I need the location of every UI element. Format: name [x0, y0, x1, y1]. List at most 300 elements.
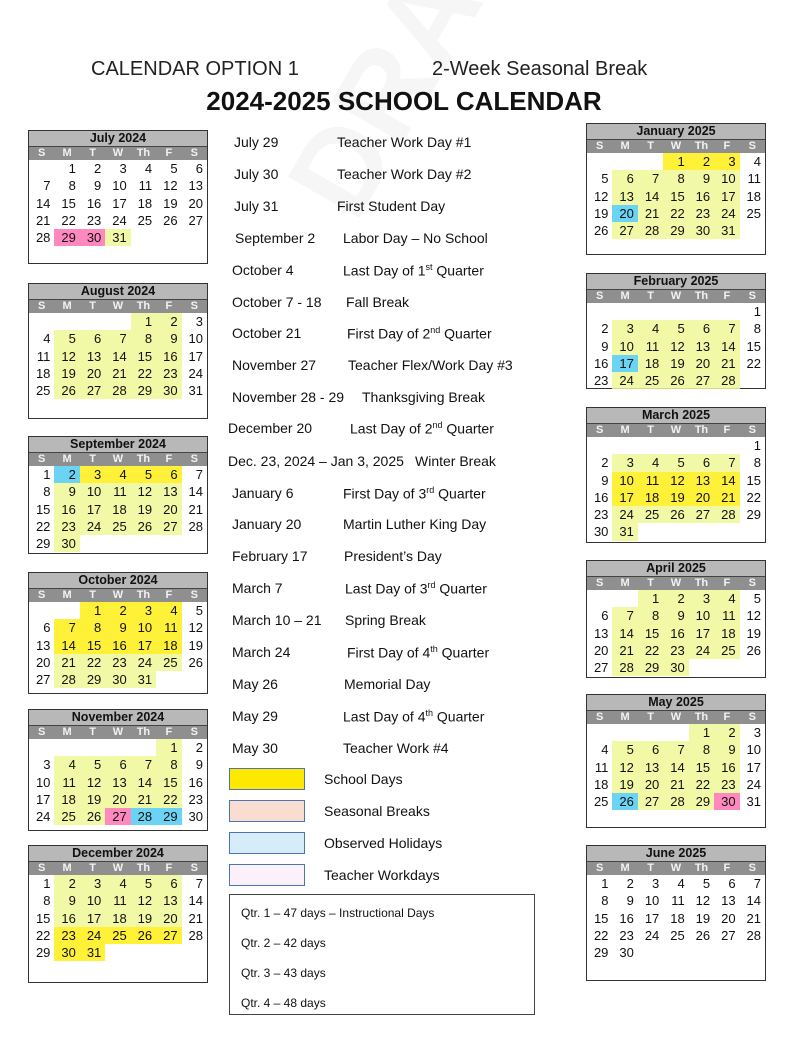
day-cell: 18: [670, 910, 685, 926]
day-cell: 2: [105, 602, 130, 619]
day-cell: 25: [638, 372, 663, 389]
day-cell: 21: [663, 776, 688, 793]
empty-day-cell: [714, 437, 739, 454]
day-cell: 6: [728, 876, 736, 891]
weekday-header: Th: [136, 589, 151, 601]
weekday-header: S: [190, 726, 198, 738]
day-cell: 12: [695, 893, 711, 909]
day-cell: 12: [188, 620, 203, 636]
event-date: Dec. 23, 2024 – Jan 3, 2025: [228, 453, 404, 469]
day-cell: 28: [105, 382, 130, 399]
day-cell: 25: [54, 808, 79, 825]
day-cell: 16: [714, 759, 739, 776]
legend-swatch-observed-holidays: [229, 832, 305, 854]
day-cell: 22: [638, 642, 663, 659]
day-cell: 18: [156, 637, 181, 654]
day-cell: 26: [612, 793, 637, 810]
day-cell: 12: [612, 759, 637, 776]
day-cell: 9: [156, 330, 181, 347]
day-cell: 23: [156, 365, 181, 382]
day-cell: 20: [188, 195, 203, 211]
day-cell: 17: [80, 501, 105, 518]
day-cell: 8: [131, 330, 156, 347]
day-cell: 6: [80, 330, 105, 347]
day-cell: 2: [156, 313, 181, 330]
empty-day-cell: [638, 437, 663, 454]
day-cell: 4: [677, 876, 685, 891]
weekday-header: S: [596, 424, 604, 436]
day-cell: 10: [188, 331, 203, 347]
day-cell: 27: [593, 660, 609, 676]
day-cell: 30: [54, 535, 79, 552]
weekday-header: T: [647, 290, 654, 302]
day-cell: 8: [753, 455, 761, 471]
day-cell: 10: [689, 607, 714, 624]
weekday-header: S: [596, 290, 604, 302]
event-desc: Last Day of 2nd Quarter: [350, 420, 494, 437]
day-cell: 12: [663, 338, 688, 355]
empty-day-cell: [105, 313, 130, 330]
weekday-header: T: [647, 140, 654, 152]
day-cell: 6: [105, 756, 130, 773]
day-cell: 8: [689, 741, 714, 758]
event-date: February 17: [232, 548, 308, 564]
day-cell: 1: [663, 153, 688, 170]
empty-day-cell: [29, 602, 54, 619]
day-cell: 24: [80, 518, 105, 535]
day-cell: 24: [644, 927, 660, 943]
day-cell: 27: [721, 927, 736, 943]
empty-day-cell: [54, 313, 79, 330]
day-cell: 25: [105, 927, 130, 944]
weekday-header: M: [620, 577, 630, 589]
day-cell: 22: [61, 212, 76, 228]
day-cell: 22: [35, 927, 51, 943]
day-cell: 23: [54, 927, 79, 944]
event-desc: Teacher Work Day #1: [337, 134, 472, 150]
page-title: 2024-2025 SCHOOL CALENDAR: [206, 86, 602, 116]
month-calendar-march-2025: [586, 407, 766, 543]
day-cell: 30: [663, 659, 688, 676]
day-cell: 10: [112, 178, 127, 194]
day-cell: 18: [593, 776, 609, 792]
day-cell: 1: [80, 602, 105, 619]
day-cell: 12: [746, 608, 761, 624]
day-cell: 16: [663, 625, 688, 642]
legend-label: Observed Holidays: [324, 835, 443, 851]
day-cell: 8: [43, 484, 51, 500]
empty-day-cell: [587, 437, 612, 454]
day-cell: 30: [593, 524, 609, 540]
weekday-header: M: [620, 140, 630, 152]
weekday-header: F: [165, 147, 173, 159]
weekday-header: S: [38, 147, 46, 159]
day-cell: 10: [35, 774, 51, 790]
day-cell: 10: [612, 338, 637, 355]
day-cell: 5: [753, 591, 761, 606]
empty-day-cell: [29, 313, 54, 330]
day-cell: 8: [156, 756, 181, 773]
event-desc: Teacher Work #4: [343, 740, 449, 756]
day-cell: 2: [601, 321, 609, 337]
day-cell: 20: [156, 910, 181, 927]
empty-day-cell: [131, 739, 156, 756]
day-cell: 17: [112, 195, 127, 211]
empty-day-cell: [612, 153, 637, 170]
day-grid: [29, 875, 207, 961]
day-cell: 24: [131, 654, 156, 671]
day-grid: [587, 437, 765, 541]
month-calendar-december-2024: [28, 845, 208, 983]
weekday-header: M: [620, 290, 630, 302]
event-date: May 29: [232, 708, 278, 724]
day-cell: 18: [54, 791, 79, 808]
day-cell: 26: [80, 808, 105, 825]
day-cell: 9: [689, 170, 714, 187]
day-cell: 22: [593, 927, 609, 943]
weekday-header: S: [596, 711, 604, 723]
weekday-header: W: [112, 453, 124, 465]
event-date: October 21: [232, 325, 302, 341]
day-cell: 25: [746, 205, 761, 221]
day-cell: 16: [156, 348, 181, 365]
day-cell: 17: [746, 759, 761, 775]
day-cell: 24: [35, 809, 51, 825]
event-date: January 20: [232, 516, 302, 532]
day-cell: 15: [80, 637, 105, 654]
day-cell: 31: [188, 383, 203, 399]
weekday-header: W: [670, 862, 682, 874]
day-cell: 25: [638, 506, 663, 523]
month-calendar-july-2024: [28, 130, 208, 264]
month-title: January 2025: [587, 124, 765, 140]
day-cell: 16: [619, 910, 634, 926]
day-cell: 12: [663, 472, 688, 489]
month-calendar-february-2025: [586, 273, 766, 389]
day-cell: 20: [80, 365, 105, 382]
weekday-header: F: [165, 726, 173, 738]
day-cell: 1: [753, 304, 761, 319]
quarter-4-days: Qtr. 4 – 48 days: [241, 996, 326, 1010]
weekday-header: T: [89, 589, 96, 601]
day-cell: 12: [593, 188, 609, 204]
day-cell: 8: [43, 893, 51, 909]
day-cell: 23: [689, 205, 714, 222]
event-date: July 30: [234, 166, 279, 182]
event-date: December 20: [228, 420, 313, 436]
event-date: March 10 – 21: [232, 612, 322, 628]
day-cell: 6: [43, 620, 51, 636]
day-cell: 2: [54, 466, 79, 483]
weekday-header: M: [620, 862, 630, 874]
weekday-header: S: [748, 711, 756, 723]
day-cell: 4: [105, 875, 130, 892]
day-cell: 24: [112, 212, 127, 228]
day-cell: 11: [105, 483, 130, 500]
day-cell: 14: [612, 625, 637, 642]
day-cell: 22: [689, 776, 714, 793]
weekday-header-row: [587, 140, 765, 153]
day-cell: 26: [663, 506, 688, 523]
weekday-header: S: [748, 140, 756, 152]
day-cell: 15: [156, 774, 181, 791]
day-cell: 3: [80, 466, 105, 483]
day-cell: 28: [638, 222, 663, 239]
month-title: April 2025: [587, 561, 765, 577]
event-desc: First Day of 3rd Quarter: [343, 485, 486, 502]
event-date: March 24: [232, 644, 291, 660]
day-cell: 28: [746, 927, 761, 943]
day-cell: 5: [612, 741, 637, 758]
day-cell: 23: [663, 642, 688, 659]
weekday-header-row: [29, 589, 207, 602]
empty-day-cell: [689, 437, 714, 454]
day-cell: 12: [54, 348, 79, 365]
legend-swatch-seasonal-breaks: [229, 800, 305, 822]
weekday-header-row: [587, 424, 765, 437]
day-cell: 21: [35, 212, 51, 228]
empty-day-cell: [663, 724, 688, 741]
event-desc: Last Day of 3rd Quarter: [345, 580, 487, 597]
day-cell: 18: [137, 195, 153, 211]
weekday-header: F: [723, 140, 731, 152]
day-cell: 23: [593, 373, 609, 389]
day-grid: [29, 160, 207, 246]
day-cell: 29: [689, 793, 714, 810]
day-cell: 13: [156, 892, 181, 909]
day-cell: 22: [156, 791, 181, 808]
event-desc: First Student Day: [337, 198, 446, 214]
day-cell: 21: [714, 355, 739, 372]
day-cell: 4: [54, 756, 79, 773]
weekday-header: T: [89, 726, 96, 738]
day-cell: 3: [714, 153, 739, 170]
day-cell: 22: [80, 654, 105, 671]
day-cell: 5: [702, 876, 711, 891]
day-cell: 5: [131, 875, 156, 892]
day-cell: 3: [753, 725, 761, 740]
event-desc: Last Day of 4th Quarter: [343, 708, 485, 725]
quarter-3-days: Qtr. 3 – 43 days: [241, 966, 326, 980]
day-cell: 15: [689, 759, 714, 776]
day-cell: 25: [105, 518, 130, 535]
day-cell: 1: [638, 590, 663, 607]
weekday-header: S: [748, 577, 756, 589]
day-cell: 29: [663, 222, 688, 239]
day-grid: [587, 875, 765, 961]
day-cell: 16: [54, 910, 79, 927]
day-cell: 23: [619, 927, 634, 943]
day-cell: 8: [80, 619, 105, 636]
empty-day-cell: [587, 153, 612, 170]
legend-label: School Days: [324, 771, 403, 787]
day-cell: 4: [753, 154, 761, 169]
day-cell: 6: [612, 170, 637, 187]
day-cell: 11: [671, 893, 685, 909]
day-cell: 4: [714, 590, 739, 607]
day-cell: 10: [80, 483, 105, 500]
quarter-1-days: Qtr. 1 – 47 days – Instructional Days: [241, 906, 435, 920]
day-cell: 13: [156, 483, 181, 500]
calendar-option-label: CALENDAR OPTION 1: [91, 58, 299, 80]
day-cell: 27: [612, 222, 637, 239]
empty-day-cell: [689, 303, 714, 320]
day-cell: 3: [612, 320, 637, 337]
day-cell: 25: [35, 383, 51, 399]
day-cell: 29: [35, 536, 51, 552]
quarter-days-box: [229, 894, 535, 1015]
day-cell: 2: [626, 876, 634, 891]
empty-day-cell: [714, 303, 739, 320]
day-cell: 8: [753, 321, 761, 337]
day-cell: 1: [43, 876, 51, 891]
weekday-header: T: [89, 862, 96, 874]
legend-swatch-teacher-workdays: [229, 864, 305, 886]
month-title: October 2024: [29, 573, 207, 589]
day-cell: 3: [195, 314, 203, 329]
day-cell: 18: [638, 489, 663, 506]
day-cell: 2: [94, 161, 102, 176]
day-cell: 5: [601, 171, 609, 187]
day-cell: 31: [612, 523, 637, 540]
day-cell: 23: [593, 507, 609, 523]
day-cell: 20: [593, 642, 609, 658]
day-cell: 10: [80, 892, 105, 909]
day-cell: 30: [689, 222, 714, 239]
day-cell: 20: [105, 791, 130, 808]
month-title: September 2024: [29, 437, 207, 453]
day-grid: [587, 153, 765, 239]
day-grid: [587, 303, 765, 389]
weekday-header: M: [62, 147, 72, 159]
weekday-header: M: [620, 424, 630, 436]
day-cell: 13: [80, 348, 105, 365]
day-cell: 21: [54, 654, 79, 671]
day-cell: 23: [105, 654, 130, 671]
day-cell: 11: [714, 607, 739, 624]
day-cell: 17: [35, 791, 51, 807]
weekday-header: Th: [136, 147, 151, 159]
event-date: November 27: [232, 357, 317, 373]
weekday-header: F: [723, 577, 731, 589]
day-cell: 24: [746, 776, 761, 792]
weekday-header: M: [62, 453, 72, 465]
month-title: February 2025: [587, 274, 765, 290]
weekday-header: F: [165, 862, 173, 874]
day-cell: 16: [188, 774, 203, 790]
day-cell: 7: [43, 178, 51, 194]
day-cell: 19: [746, 625, 761, 641]
day-cell: 18: [746, 188, 761, 204]
weekday-header: Th: [694, 711, 709, 723]
event-desc: Fall Break: [346, 294, 410, 310]
day-cell: 16: [105, 637, 130, 654]
weekday-header-row: [587, 711, 765, 724]
day-cell: 14: [714, 472, 739, 489]
empty-day-cell: [29, 160, 54, 177]
day-cell: 21: [714, 489, 739, 506]
empty-day-cell: [638, 303, 663, 320]
weekday-header: S: [748, 424, 756, 436]
day-cell: 25: [670, 927, 685, 943]
day-cell: 17: [612, 489, 637, 506]
event-date: July 31: [234, 198, 279, 214]
day-cell: 19: [131, 910, 156, 927]
day-cell: 28: [612, 659, 637, 676]
day-cell: 3: [689, 590, 714, 607]
day-cell: 20: [689, 489, 714, 506]
month-title: June 2025: [587, 846, 765, 862]
event-desc: Last Day of 1st Quarter: [343, 262, 484, 279]
day-cell: 12: [131, 892, 156, 909]
day-cell: 7: [638, 170, 663, 187]
month-calendar-august-2024: [28, 283, 208, 419]
weekday-header: Th: [136, 453, 151, 465]
weekday-header: Th: [694, 862, 709, 874]
day-cell: 17: [612, 355, 637, 372]
day-cell: 29: [131, 382, 156, 399]
day-cell: 2: [54, 875, 79, 892]
day-cell: 30: [105, 671, 130, 688]
day-cell: 7: [663, 741, 688, 758]
day-cell: 6: [156, 875, 181, 892]
day-cell: 14: [54, 637, 79, 654]
day-cell: 30: [188, 809, 203, 825]
weekday-header: S: [596, 140, 604, 152]
day-cell: 11: [594, 759, 609, 775]
day-cell: 3: [612, 454, 637, 471]
weekday-header-row: [29, 726, 207, 739]
day-cell: 20: [689, 355, 714, 372]
empty-day-cell: [638, 153, 663, 170]
day-cell: 30: [80, 229, 105, 246]
event-desc: President’s Day: [344, 548, 442, 564]
day-cell: 28: [663, 793, 688, 810]
day-cell: 23: [188, 791, 203, 807]
day-cell: 1: [131, 313, 156, 330]
empty-day-cell: [105, 739, 130, 756]
day-cell: 29: [35, 945, 51, 961]
weekday-header: S: [38, 453, 46, 465]
legend-label: Teacher Workdays: [324, 867, 440, 883]
weekday-header: T: [647, 711, 654, 723]
day-cell: 9: [94, 178, 102, 194]
day-cell: 27: [689, 372, 714, 389]
weekday-header: M: [62, 726, 72, 738]
month-title: December 2024: [29, 846, 207, 862]
weekday-header: S: [748, 290, 756, 302]
empty-day-cell: [80, 739, 105, 756]
event-desc: Winter Break: [415, 453, 496, 469]
day-cell: 1: [43, 467, 51, 482]
day-cell: 1: [68, 161, 76, 176]
day-cell: 30: [54, 944, 79, 961]
day-cell: 3: [652, 876, 660, 891]
day-cell: 15: [746, 338, 761, 354]
day-cell: 14: [746, 893, 761, 909]
day-cell: 30: [156, 382, 181, 399]
day-cell: 26: [593, 223, 609, 239]
day-cell: 17: [714, 188, 739, 205]
weekday-header: W: [112, 300, 124, 312]
day-cell: 9: [626, 893, 634, 909]
day-cell: 15: [593, 910, 609, 926]
day-cell: 17: [80, 910, 105, 927]
weekday-header-row: [29, 862, 207, 875]
day-cell: 13: [689, 472, 714, 489]
day-cell: 21: [188, 910, 203, 926]
day-cell: 2: [195, 740, 203, 755]
